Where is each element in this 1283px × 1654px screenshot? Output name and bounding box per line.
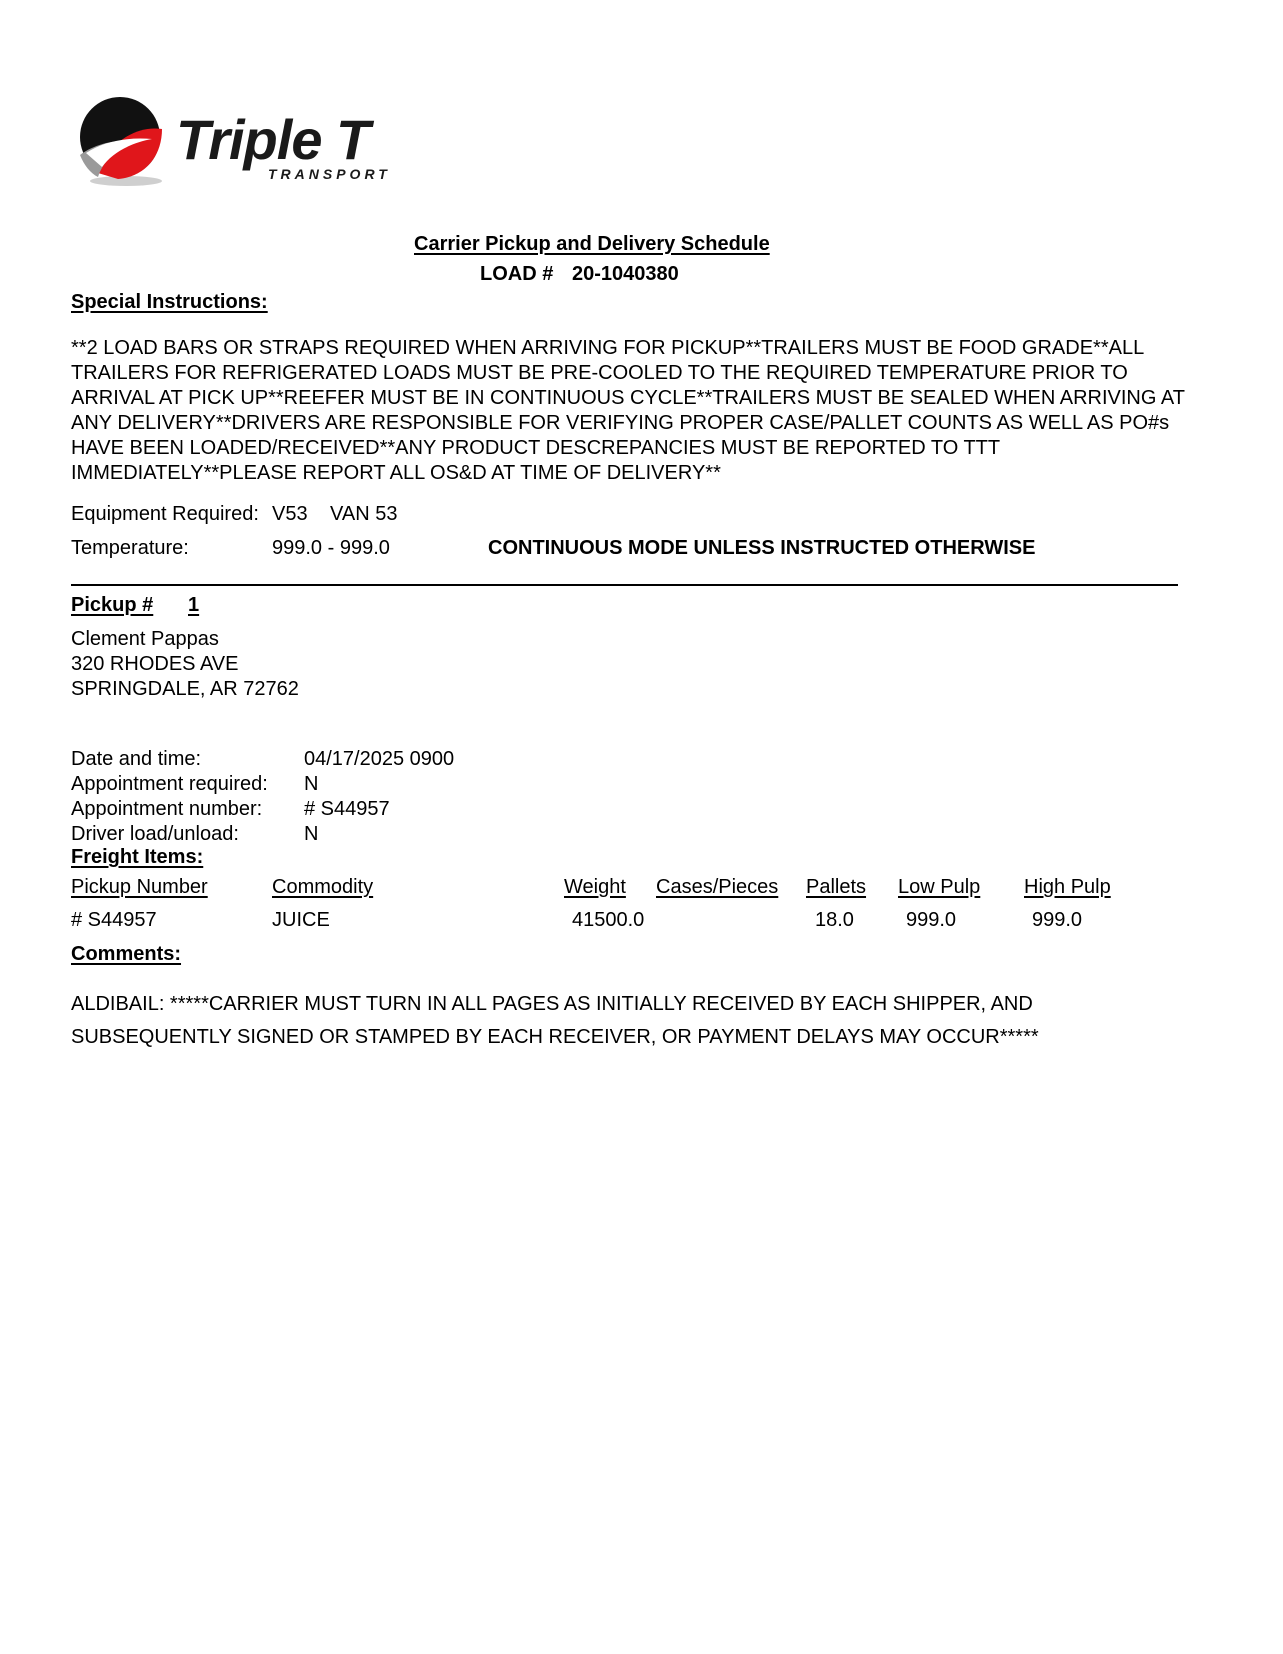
pickup-address-name: Clement Pappas bbox=[71, 628, 219, 650]
appointment-number-value: # S44957 bbox=[304, 798, 390, 820]
comments-heading: Comments: bbox=[71, 943, 182, 965]
temperature-mode: CONTINUOUS MODE UNLESS INSTRUCTED OTHERWISE bbox=[488, 537, 1036, 559]
appointment-required-value: N bbox=[304, 773, 319, 795]
document-title: Carrier Pickup and Delivery Schedule bbox=[414, 233, 770, 255]
special-instructions-text: **2 LOAD BARS OR STRAPS REQUIRED WHEN ARRIVING FOR PICKUP**TRAILERS MUST BE FOOD GRADE**ALL TRAILERS FOR REFRIGERATED LOADS MUST BE PRE-COOLED TO THE REQUIRED TEMPERATURE PRIOR TO ARRIVAL AT PICK UP**REEFER MUST BE IN CONTINUOUS CYCLE**TRAILERS MUST BE SEALED WHEN ARRIVING AT ANY DELIVERY**DRIVERS ARE RESPONSIBLE FOR VERIFYING PROPER CASE/PALLET COUNTS AS WELL AS PO#s HAVE BEEN LOADED/RECEIVED**ANY PRODUCT DESCREPANCIES MUST BE REPORTED TO TTT IMMEDIATELY**PLEASE REPORT ALL OS&D AT TIME OF DELIVERY** bbox=[71, 337, 1185, 484]
cell-pallets: 18.0 bbox=[815, 909, 854, 931]
load-number: 20-1040380 bbox=[572, 263, 679, 285]
column-header-weight: Weight bbox=[564, 876, 626, 898]
logo-wordmark: Triple T bbox=[176, 108, 370, 171]
column-header-pallets: Pallets bbox=[806, 876, 867, 898]
section-divider bbox=[71, 584, 1178, 586]
date-time-label: Date and time: bbox=[71, 748, 202, 770]
logo-subtitle: TRANSPORT bbox=[268, 166, 391, 182]
cell-low-pulp: 999.0 bbox=[906, 909, 957, 931]
cell-weight: 41500.0 bbox=[572, 909, 645, 931]
column-header-cases-pieces: Cases/Pieces bbox=[656, 876, 779, 898]
comment-line: SUBSEQUENTLY SIGNED OR STAMPED BY EACH RECEIVER, OR PAYMENT DELAYS MAY OCCUR***** bbox=[71, 1026, 1039, 1048]
equipment-name: VAN 53 bbox=[330, 503, 398, 525]
cell-high-pulp: 999.0 bbox=[1032, 909, 1083, 931]
load-label: LOAD # bbox=[480, 263, 554, 285]
cell-commodity: JUICE bbox=[272, 909, 330, 931]
column-header-pickup-number: Pickup Number bbox=[71, 876, 208, 898]
column-header-commodity: Commodity bbox=[272, 876, 374, 898]
appointment-required-label: Appointment required: bbox=[71, 773, 268, 795]
temperature-range: 999.0 - 999.0 bbox=[272, 537, 390, 559]
pickup-address-city: SPRINGDALE, AR 72762 bbox=[71, 678, 299, 700]
temperature-label: Temperature: bbox=[71, 537, 189, 559]
freight-items-heading: Freight Items: bbox=[71, 846, 204, 868]
column-header-low-pulp: Low Pulp bbox=[898, 876, 981, 898]
date-time-value: 04/17/2025 0900 bbox=[304, 748, 455, 770]
driver-load-label: Driver load/unload: bbox=[71, 823, 239, 845]
driver-load-value: N bbox=[304, 823, 319, 845]
pickup-number: 1 bbox=[188, 594, 200, 616]
pickup-address-street: 320 RHODES AVE bbox=[71, 653, 239, 675]
column-header-high-pulp: High Pulp bbox=[1024, 876, 1111, 898]
pickup-label: Pickup # bbox=[71, 594, 154, 616]
special-instructions-heading: Special Instructions: bbox=[71, 291, 268, 313]
appointment-number-label: Appointment number: bbox=[71, 798, 263, 820]
equipment-code: V53 bbox=[272, 503, 308, 525]
cell-pickup-number: # S44957 bbox=[71, 909, 157, 931]
comment-line: ALDIBAIL: *****CARRIER MUST TURN IN ALL PAGES AS INITIALLY RECEIVED BY EACH SHIPPER, AND bbox=[71, 993, 1033, 1015]
equipment-label: Equipment Required: bbox=[71, 503, 259, 525]
